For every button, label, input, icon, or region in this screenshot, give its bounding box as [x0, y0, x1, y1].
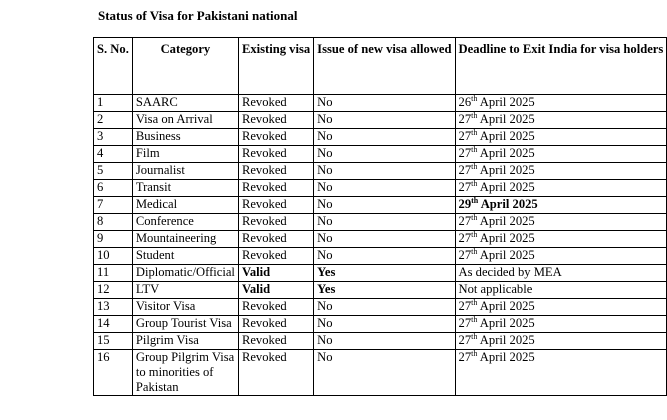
deadline-ordinal-suffix: th [471, 332, 478, 341]
cell-category: Mountaineering [132, 231, 238, 248]
cell-sno: 7 [94, 197, 133, 214]
cell-category: Business [132, 129, 238, 146]
deadline-month-year: April 2025 [478, 197, 538, 211]
visa-status-table [93, 37, 667, 396]
cell-issue-new-visa: Yes [314, 265, 455, 282]
table-header-row [94, 38, 667, 95]
table-row [94, 95, 667, 112]
cell-issue-new-visa: No [314, 350, 455, 396]
deadline-day: 27 [458, 180, 472, 194]
deadline-ordinal-suffix: th [471, 315, 478, 324]
deadline-ordinal-suffix: th [471, 128, 478, 137]
cell-sno: 11 [94, 265, 133, 282]
deadline-ordinal-suffix: th [471, 196, 479, 205]
cell-deadline [455, 197, 667, 214]
cell-existing-visa: Revoked [238, 95, 313, 112]
deadline-month-year: April 2025 [477, 333, 535, 347]
cell-existing-visa: Revoked [238, 316, 313, 333]
cell-issue-new-visa: No [314, 112, 455, 129]
cell-category: Group Tourist Visa [132, 316, 238, 333]
cell-existing-visa: Valid [238, 282, 313, 299]
cell-category: LTV [132, 282, 238, 299]
deadline-month-year: April 2025 [477, 180, 535, 194]
cell-category: Medical [132, 197, 238, 214]
cell-sno: 6 [94, 180, 133, 197]
cell-existing-visa: Revoked [238, 299, 313, 316]
cell-category: Pilgrim Visa [132, 333, 238, 350]
deadline-day: 27 [458, 146, 472, 160]
cell-sno: 1 [94, 95, 133, 112]
cell-deadline [455, 146, 667, 163]
cell-issue-new-visa: No [314, 146, 455, 163]
header-deadline: Deadline to Exit India for visa holders [455, 38, 667, 95]
cell-deadline [455, 214, 667, 231]
deadline-day: 27 [458, 214, 472, 228]
deadline-month-year: April 2025 [477, 214, 535, 228]
table-row [94, 333, 667, 350]
cell-issue-new-visa: No [314, 129, 455, 146]
header-issue-new-visa: Issue of new visa allowed [314, 38, 455, 95]
cell-existing-visa: Revoked [238, 146, 313, 163]
deadline-month-year: April 2025 [477, 95, 535, 109]
cell-category: Film [132, 146, 238, 163]
cell-sno: 15 [94, 333, 133, 350]
document-title: Status of Visa for Pakistani national [98, 8, 298, 23]
cell-deadline [455, 163, 667, 180]
table-row [94, 146, 667, 163]
cell-existing-visa: Revoked [238, 129, 313, 146]
cell-deadline [455, 129, 667, 146]
deadline-ordinal-suffix: th [471, 94, 478, 103]
cell-deadline [455, 248, 667, 265]
cell-issue-new-visa: No [314, 95, 455, 112]
cell-deadline [455, 333, 667, 350]
cell-category: Transit [132, 180, 238, 197]
deadline-ordinal-suffix: th [471, 162, 478, 171]
deadline-ordinal-suffix: th [471, 247, 478, 256]
table-row [94, 248, 667, 265]
cell-sno: 9 [94, 231, 133, 248]
deadline-month-year: April 2025 [477, 350, 535, 364]
header-sno: S. No. [94, 38, 133, 95]
deadline-ordinal-suffix: th [471, 230, 478, 239]
cell-sno: 13 [94, 299, 133, 316]
cell-category: Group Pilgrim Visa to minorities of Pakistan [132, 350, 238, 396]
deadline-day: 27 [458, 333, 472, 347]
cell-issue-new-visa: No [314, 333, 455, 350]
table-row [94, 265, 667, 282]
table-row [94, 299, 667, 316]
cell-issue-new-visa: No [314, 163, 455, 180]
cell-sno: 10 [94, 248, 133, 265]
cell-existing-visa: Revoked [238, 214, 313, 231]
cell-category: SAARC [132, 95, 238, 112]
deadline-day: 27 [458, 350, 472, 364]
cell-issue-new-visa: No [314, 316, 455, 333]
deadline-month-year: April 2025 [477, 248, 535, 262]
cell-issue-new-visa: No [314, 214, 455, 231]
cell-existing-visa: Revoked [238, 180, 313, 197]
deadline-month-year: April 2025 [477, 163, 535, 177]
table-row [94, 129, 667, 146]
deadline-month-year: April 2025 [477, 146, 535, 160]
cell-category: Visa on Arrival [132, 112, 238, 129]
deadline-ordinal-suffix: th [471, 179, 478, 188]
cell-issue-new-visa: Yes [314, 282, 455, 299]
deadline-ordinal-suffix: th [471, 213, 478, 222]
table-row [94, 231, 667, 248]
cell-issue-new-visa: No [314, 180, 455, 197]
cell-existing-visa: Revoked [238, 197, 313, 214]
deadline-day: 27 [458, 248, 472, 262]
cell-deadline: Not applicable [455, 282, 667, 299]
cell-sno: 12 [94, 282, 133, 299]
cell-existing-visa: Revoked [238, 231, 313, 248]
cell-category: Conference [132, 214, 238, 231]
cell-deadline [455, 231, 667, 248]
cell-category: Journalist [132, 163, 238, 180]
table-row [94, 197, 667, 214]
cell-issue-new-visa: No [314, 197, 455, 214]
cell-existing-visa: Revoked [238, 163, 313, 180]
deadline-month-year: April 2025 [477, 231, 535, 245]
table-row [94, 214, 667, 231]
deadline-month-year: April 2025 [477, 316, 535, 330]
cell-existing-visa: Revoked [238, 248, 313, 265]
cell-sno: 4 [94, 146, 133, 163]
table-row [94, 112, 667, 129]
deadline-day: 27 [458, 112, 472, 126]
table-row [94, 350, 667, 396]
cell-sno: 8 [94, 214, 133, 231]
cell-sno: 2 [94, 112, 133, 129]
deadline-day: 27 [458, 129, 472, 143]
cell-category: Student [132, 248, 238, 265]
cell-existing-visa: Revoked [238, 333, 313, 350]
table-row [94, 316, 667, 333]
cell-deadline [455, 180, 667, 197]
cell-deadline [455, 316, 667, 333]
cell-deadline [455, 299, 667, 316]
cell-sno: 14 [94, 316, 133, 333]
cell-category: Visitor Visa [132, 299, 238, 316]
deadline-day: 27 [458, 231, 472, 245]
deadline-day: 27 [458, 316, 472, 330]
cell-sno: 3 [94, 129, 133, 146]
header-category: Category [132, 38, 238, 95]
cell-category: Diplomatic/Official [132, 265, 238, 282]
cell-existing-visa: Revoked [238, 350, 313, 396]
cell-deadline [455, 95, 667, 112]
table-row [94, 180, 667, 197]
deadline-day: 29 [458, 197, 472, 211]
cell-deadline [455, 350, 667, 396]
cell-issue-new-visa: No [314, 248, 455, 265]
deadline-month-year: April 2025 [477, 112, 535, 126]
deadline-day: 27 [458, 163, 472, 177]
cell-issue-new-visa: No [314, 231, 455, 248]
cell-deadline: As decided by MEA [455, 265, 667, 282]
cell-existing-visa: Revoked [238, 112, 313, 129]
cell-existing-visa: Valid [238, 265, 313, 282]
deadline-ordinal-suffix: th [471, 298, 478, 307]
cell-sno: 5 [94, 163, 133, 180]
deadline-day: 26 [458, 95, 472, 109]
deadline-ordinal-suffix: th [471, 145, 478, 154]
deadline-month-year: April 2025 [477, 129, 535, 143]
deadline-ordinal-suffix: th [471, 349, 478, 358]
cell-issue-new-visa: No [314, 299, 455, 316]
cell-deadline [455, 112, 667, 129]
deadline-day: 27 [458, 299, 472, 313]
deadline-ordinal-suffix: th [471, 111, 478, 120]
cell-sno: 16 [94, 350, 133, 396]
table-row [94, 282, 667, 299]
header-existing-visa: Existing visa [238, 38, 313, 95]
deadline-month-year: April 2025 [477, 299, 535, 313]
table-row [94, 163, 667, 180]
